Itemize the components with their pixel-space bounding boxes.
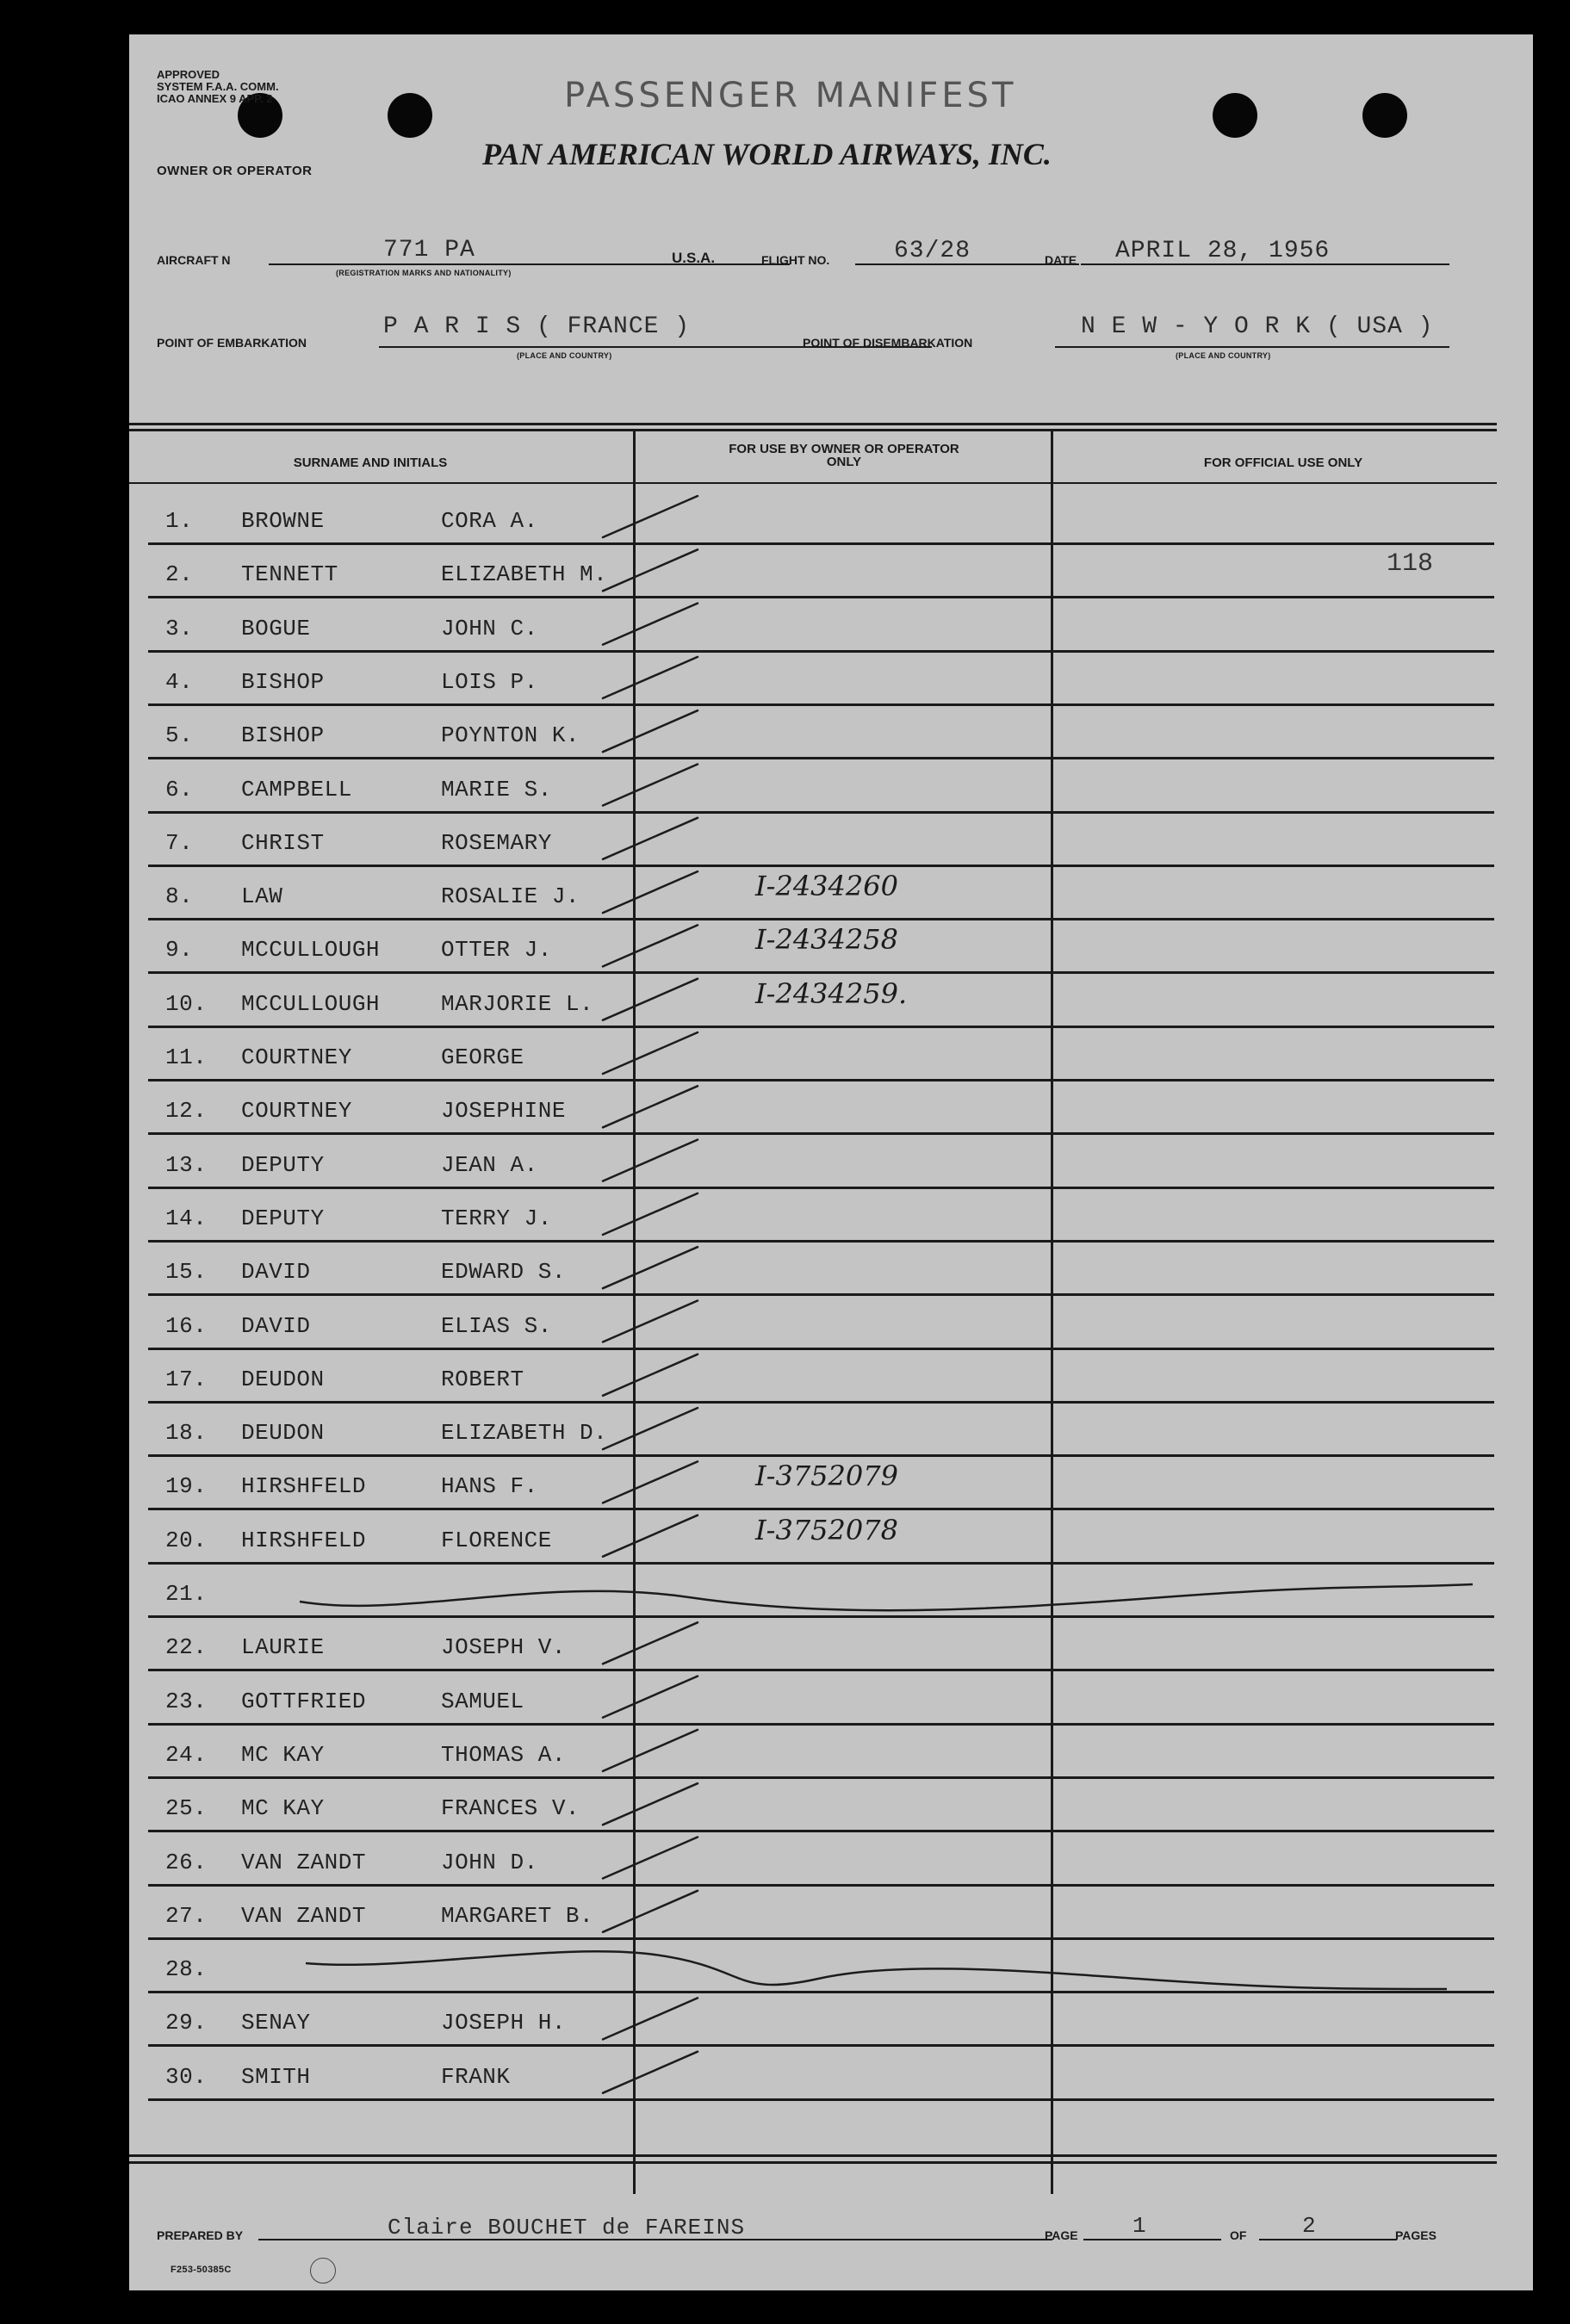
passenger-given-name: LOIS P. (441, 668, 538, 695)
passport-number-note: I-3752078 (755, 1513, 898, 1546)
passenger-surname: COURTNEY (241, 1098, 352, 1125)
check-mark (603, 1838, 698, 1879)
flight-date: APRIL 28, 1956 (1115, 238, 1331, 264)
passenger-number: 4. (165, 668, 194, 695)
passenger-surname: CHRIST (241, 829, 325, 856)
passenger-surname: SMITH (241, 2063, 311, 2090)
official-column-header: FOR OFFICIAL USE ONLY (1203, 456, 1363, 470)
passenger-number: 26. (165, 1849, 208, 1875)
check-mark (603, 1247, 698, 1288)
passenger-number: 7. (165, 829, 194, 856)
approval-line: APPROVED (157, 68, 220, 81)
check-mark (603, 1783, 698, 1825)
passenger-given-name: TERRY J. (441, 1205, 552, 1231)
passenger-given-name: EDWARD S. (441, 1259, 566, 1286)
passenger-given-name: MARGARET B. (441, 1902, 594, 1929)
passenger-surname: DEUDON (241, 1366, 325, 1392)
check-mark (603, 2052, 698, 2093)
passenger-surname: VAN ZANDT (241, 1849, 366, 1875)
passenger-given-name: ROSALIE J. (441, 883, 580, 910)
passenger-surname: CAMPBELL (241, 776, 352, 803)
void-line-21 (300, 1584, 1473, 1610)
passenger-number: 28. (165, 1956, 208, 1983)
passport-number-note: I-3752079 (755, 1459, 898, 1493)
passenger-surname: BISHOP (241, 722, 325, 749)
check-mark (603, 1140, 698, 1181)
passenger-given-name: FRANCES V. (441, 1795, 580, 1822)
check-mark (603, 496, 698, 537)
page-number: 1 (1133, 2213, 1147, 2239)
passenger-number: 21. (165, 1581, 208, 1607)
check-mark (603, 871, 698, 913)
place-caption: (PLACE AND COUNTRY) (517, 351, 612, 360)
check-mark (603, 1301, 698, 1342)
passenger-number: 8. (165, 883, 194, 910)
passenger-given-name: JOSEPH V. (441, 1634, 566, 1661)
passenger-number: 30. (165, 2063, 208, 2090)
pages-label: PAGES (1395, 2228, 1437, 2242)
aircraft-label: AIRCRAFT N (157, 253, 231, 267)
aircraft-number: 771 PA (383, 237, 475, 263)
passenger-surname: DEUDON (241, 1420, 325, 1447)
owner-column-header: FOR USE BY OWNER OR OPERATOR ONLY (729, 442, 959, 469)
check-mark (603, 1354, 698, 1396)
passport-number-note: I-2434258 (755, 923, 898, 957)
passenger-number: 27. (165, 1902, 208, 1929)
passenger-surname: DAVID (241, 1312, 311, 1339)
passenger-given-name: GEORGE (441, 1044, 524, 1070)
passenger-number: 13. (165, 1151, 208, 1178)
check-mark (603, 925, 698, 966)
passenger-surname: TENNETT (241, 561, 338, 588)
form-number: F253-50385C (171, 2265, 232, 2275)
passenger-given-name: ELIZABETH D. (441, 1420, 608, 1447)
passenger-number: 9. (165, 937, 194, 964)
passenger-number: 1. (165, 508, 194, 534)
passenger-number: 15. (165, 1259, 208, 1286)
approval-line: ICAO ANNEX 9 APP. 2 (157, 92, 273, 105)
passenger-number: 24. (165, 1741, 208, 1768)
disembarkation-label: POINT OF DISEMBARKATION (803, 336, 973, 350)
passport-number-note: I-2434260 (755, 870, 898, 903)
official-note: 118 (1387, 549, 1434, 579)
passenger-surname: LAW (241, 883, 283, 910)
check-mark (603, 657, 698, 698)
passenger-number: 10. (165, 990, 208, 1017)
passenger-number: 14. (165, 1205, 208, 1231)
passenger-number: 25. (165, 1795, 208, 1822)
passenger-number: 3. (165, 615, 194, 641)
place-caption: (PLACE AND COUNTRY) (1176, 351, 1271, 360)
passenger-given-name: ROSEMARY (441, 829, 552, 856)
check-mark (603, 710, 698, 752)
passenger-number: 11. (165, 1044, 208, 1070)
prepared-by: Claire BOUCHET de FAREINS (388, 2215, 746, 2240)
check-mark (603, 1998, 698, 2039)
owner-label: OWNER OR OPERATOR (157, 164, 313, 178)
passenger-number: 18. (165, 1420, 208, 1447)
check-mark (603, 1193, 698, 1235)
passenger-surname: SENAY (241, 2010, 311, 2036)
embarkation-place: P A R I S ( FRANCE ) (383, 313, 691, 340)
passenger-given-name: FRANK (441, 2063, 511, 2090)
passenger-number: 5. (165, 722, 194, 749)
manifest-sheet (129, 34, 1533, 2290)
of-label: OF (1230, 2228, 1247, 2242)
passenger-given-name: JOSEPHINE (441, 1098, 566, 1125)
passenger-given-name: MARJORIE L. (441, 990, 594, 1017)
passenger-given-name: OTTER J. (441, 937, 552, 964)
passenger-surname: DEPUTY (241, 1151, 325, 1178)
passport-number-note: I-2434259. (755, 976, 908, 1010)
passenger-number: 20. (165, 1527, 208, 1553)
passenger-given-name: HANS F. (441, 1473, 538, 1500)
check-mark (603, 1730, 698, 1771)
check-mark (603, 1891, 698, 1932)
passenger-given-name: ROBERT (441, 1366, 524, 1392)
passenger-given-name: JOHN C. (441, 615, 538, 641)
passenger-number: 17. (165, 1366, 208, 1392)
usa-label: U.S.A. (672, 250, 716, 266)
passenger-number: 29. (165, 2010, 208, 2036)
passenger-number: 6. (165, 776, 194, 803)
passenger-number: 12. (165, 1098, 208, 1125)
check-mark (603, 818, 698, 859)
approval-line: SYSTEM F.A.A. COMM. (157, 80, 279, 93)
surname-column-header: SURNAME AND INITIALS (293, 456, 448, 470)
passenger-given-name: POYNTON K. (441, 722, 580, 749)
passenger-surname: DEPUTY (241, 1205, 325, 1231)
passenger-surname: BISHOP (241, 668, 325, 695)
passenger-given-name: CORA A. (441, 508, 538, 534)
handwriting-overlay (129, 34, 1533, 2290)
passenger-number: 16. (165, 1312, 208, 1339)
passenger-surname: MC KAY (241, 1741, 325, 1768)
passenger-surname: LAURIE (241, 1634, 325, 1661)
disembarkation-place: N E W - Y O R K ( USA ) (1081, 313, 1434, 340)
passenger-surname: BOGUE (241, 615, 311, 641)
passenger-given-name: ELIAS S. (441, 1312, 552, 1339)
passenger-surname: HIRSHFELD (241, 1473, 366, 1500)
check-mark (603, 1515, 698, 1557)
passenger-given-name: MARIE S. (441, 776, 552, 803)
passenger-given-name: JEAN A. (441, 1151, 538, 1178)
passenger-given-name: SAMUEL (441, 1688, 524, 1714)
check-mark (603, 765, 698, 806)
passenger-given-name: FLORENCE (441, 1527, 552, 1553)
check-mark (603, 1461, 698, 1503)
flight-number: 63/28 (894, 238, 971, 264)
passenger-surname: DAVID (241, 1259, 311, 1286)
passenger-number: 23. (165, 1688, 208, 1714)
prepared-label: PREPARED BY (157, 2228, 244, 2242)
passenger-given-name: ELIZABETH M. (441, 561, 608, 588)
form-title: PASSENGER MANIFEST (564, 76, 1017, 115)
passenger-given-name: JOSEPH H. (441, 2010, 566, 2036)
airline-name: PAN AMERICAN WORLD AIRWAYS, INC. (482, 137, 1052, 171)
check-mark (603, 1032, 698, 1074)
passenger-surname: HIRSHFELD (241, 1527, 366, 1553)
registration-caption: (REGISTRATION MARKS AND NATIONALITY) (336, 269, 512, 277)
check-mark (603, 1408, 698, 1449)
passenger-number: 22. (165, 1634, 208, 1661)
date-label: DATE (1045, 253, 1077, 267)
check-mark (603, 549, 698, 591)
passenger-surname: VAN ZANDT (241, 1902, 366, 1929)
passenger-surname: GOTTFRIED (241, 1688, 366, 1714)
check-mark (603, 604, 698, 645)
passenger-surname: MC KAY (241, 1795, 325, 1822)
passenger-given-name: THOMAS A. (441, 1741, 566, 1768)
passenger-number: 19. (165, 1473, 208, 1500)
flight-label: FLIGHT NO. (761, 253, 830, 267)
page-label: PAGE (1045, 2228, 1078, 2242)
passenger-given-name: JOHN D. (441, 1849, 538, 1875)
passenger-surname: MCCULLOUGH (241, 990, 381, 1017)
page-total: 2 (1302, 2213, 1317, 2239)
passenger-surname: COURTNEY (241, 1044, 352, 1070)
void-line-28 (306, 1951, 1447, 1989)
check-mark (603, 1086, 698, 1127)
check-mark (603, 1676, 698, 1718)
passenger-surname: BROWNE (241, 508, 325, 534)
check-mark (603, 979, 698, 1020)
embarkation-label: POINT OF EMBARKATION (157, 336, 307, 350)
passenger-surname: MCCULLOUGH (241, 937, 381, 964)
passenger-number: 2. (165, 561, 194, 588)
check-mark (603, 1622, 698, 1664)
